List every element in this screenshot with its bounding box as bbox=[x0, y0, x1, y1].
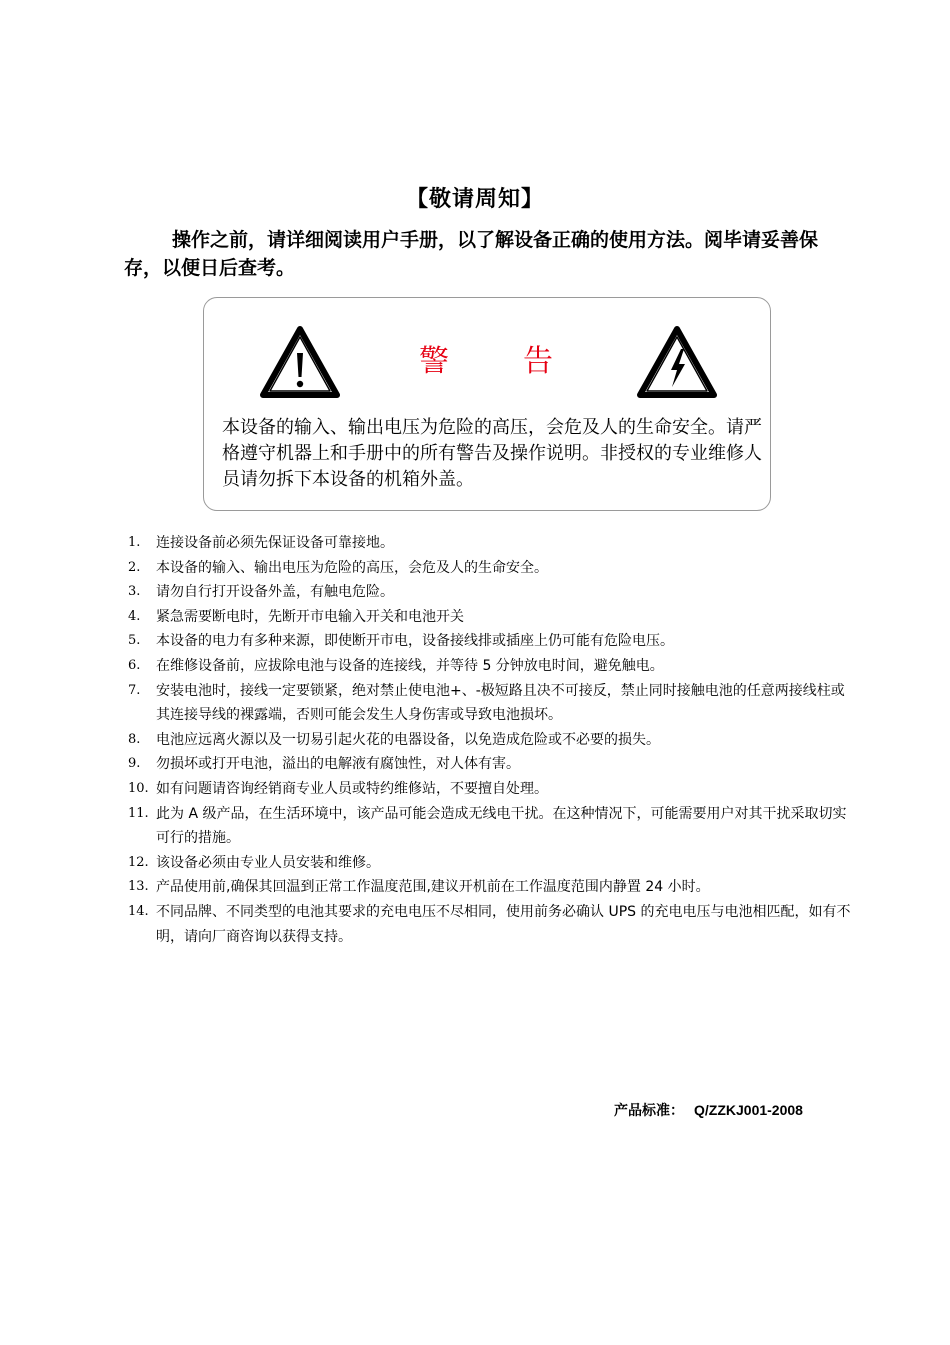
item-number: 10. bbox=[128, 780, 149, 796]
item-number: 7. bbox=[128, 682, 141, 698]
exclamation-warning-icon bbox=[259, 325, 341, 399]
warning-text: 本设备的输入、输出电压为危险的高压，会危及人的生命安全。请严格遵守机器上和手册中的所有警告及操作说明。非授权的专业维修人员请勿拆下本设备的机箱外盖。 bbox=[222, 417, 762, 490]
list-item bbox=[128, 654, 852, 679]
list-item bbox=[128, 900, 852, 949]
warning-box bbox=[203, 297, 771, 511]
item-number: 3. bbox=[128, 584, 141, 600]
item-number: 13. bbox=[128, 879, 149, 895]
list-item bbox=[128, 777, 852, 802]
item-number: 6. bbox=[128, 657, 141, 673]
list-item bbox=[128, 580, 852, 605]
item-text: 请勿自行打开设备外盖，有触电危险。 bbox=[156, 584, 394, 601]
standard-label: 产品标准： bbox=[614, 1103, 684, 1119]
item-number: 4. bbox=[128, 608, 141, 624]
item-text: 安装电池时，接线一定要锁紧，绝对禁止使电池+、-极短路且决不可接反，禁止同时接触电池的任意两接线柱或其连接导线的裸露端，否则可能会发生人身伤害或导致电池损坏。 bbox=[156, 682, 845, 724]
item-number: 2. bbox=[128, 559, 141, 575]
item-text: 电池应远离火源以及一切易引起火花的电器设备，以免造成危险或不必要的损失。 bbox=[156, 731, 660, 748]
item-text: 如有问题请咨询经销商专业人员或特约维修站，不要擅自处理。 bbox=[156, 780, 548, 797]
list-item bbox=[128, 556, 852, 581]
item-text: 勿损坏或打开电池，溢出的电解液有腐蚀性，对人体有害。 bbox=[156, 756, 520, 773]
list-item bbox=[128, 679, 852, 728]
list-item bbox=[128, 851, 852, 876]
warning-title: 警告 bbox=[419, 344, 627, 379]
list-item bbox=[128, 629, 852, 654]
item-number: 9. bbox=[128, 756, 141, 772]
item-text: 本设备的电力有多种来源，即使断开市电，设备接线排或插座上仍可能有危险电压。 bbox=[156, 633, 674, 650]
item-number: 1. bbox=[128, 535, 141, 550]
item-number: 14. bbox=[128, 903, 149, 919]
item-text: 本设备的输入、输出电压为危险的高压，会危及人的生命安全。 bbox=[156, 559, 548, 576]
notes-list bbox=[128, 531, 852, 949]
page-title: 【敬请周知】 bbox=[405, 187, 544, 212]
list-item bbox=[128, 752, 852, 777]
item-text: 在维修设备前，应拔除电池与设备的连接线，并等待 5 分钟放电时间，避免触电。 bbox=[156, 657, 664, 674]
item-number: 11. bbox=[128, 805, 149, 821]
item-number: 8. bbox=[128, 731, 141, 747]
intro-paragraph bbox=[124, 226, 854, 282]
standard-code: Q/ZZKJ001-2008 bbox=[694, 1102, 803, 1118]
item-text: 不同品牌、不同类型的电池其要求的充电电压不尽相同，使用前务必确认 UPS 的充电电压与电池相匹配，如有不明，请向厂商咨询以获得支持。 bbox=[156, 903, 851, 945]
product-standard bbox=[614, 1100, 803, 1120]
item-text: 连接设备前必须先保证设备可靠接地。 bbox=[156, 535, 394, 551]
item-number: 5. bbox=[128, 633, 141, 649]
list-item bbox=[128, 875, 852, 900]
list-item bbox=[128, 728, 852, 753]
item-text: 此为 A 级产品，在生活环境中，该产品可能会造成无线电干扰。在这种情况下，可能需要用户对其干扰采取切实可行的措施。 bbox=[156, 805, 847, 847]
item-text: 产品使用前,确保其回温到正常工作温度范围,建议开机前在工作温度范围内静置 24 小时。 bbox=[156, 879, 710, 896]
item-text: 该设备必须由专业人员安装和维修。 bbox=[156, 854, 380, 871]
high-voltage-icon bbox=[636, 325, 718, 399]
list-item bbox=[128, 531, 852, 556]
item-text: 紧急需要断电时，先断开市电输入开关和电池开关 bbox=[156, 608, 464, 625]
intro-text: 操作之前，请详细阅读用户手册，以了解设备正确的使用方法。阅毕请妥善保存，以便日后查考。 bbox=[124, 229, 819, 279]
list-item bbox=[128, 605, 852, 630]
item-number: 12. bbox=[128, 854, 149, 870]
list-item bbox=[128, 802, 852, 851]
